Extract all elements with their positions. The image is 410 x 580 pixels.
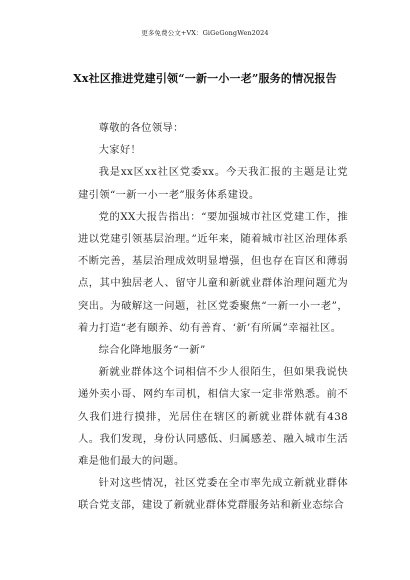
paragraph-new-employment: 新就业群体这个词相信不少人很陌生，但如果我说快递外卖小哥、网约车司机，相信大家一定非常熟悉。前不久我们进行摸排，光居住在辖区的新就业群体就有438人。我们发现，身份认同感低、归属感差、融入城市生活难是他们最大的问题。: [78, 366, 348, 468]
document-title: Xx社区推进党建引领“一新一小一老”服务的情况报告: [73, 72, 337, 85]
paragraph-greeting: 大家好！: [98, 144, 142, 157]
header-note: 更多免费公文+VX：GiGeGongWen2024: [141, 29, 269, 37]
document-body: [78, 117, 348, 517]
paragraph-intro: 我是xx区xx社区党委xx。今天我汇报的主题是让党建引领“一新一小一老”服务体系建设。: [78, 166, 348, 201]
section-heading: 综合化降地服务“一新”: [98, 344, 206, 357]
paragraph-measures: 针对这些情况，社区党委在全市率先成立新就业群体联合党支部，建设了新就业群体党群服务站和新业态综合: [78, 477, 348, 512]
paragraph-background: 党的XX大报告指出：“要加强城市社区党建工作，推进以党建引领基层治理。”近年来，随着城市社区治理体系不断完善，基层治理成效明显增强，但也存在盲区和薄弱点，其中独居老人、留守儿童和新就业群体治理问题尤为突出。为破解这一问题，社区党委聚焦“一新一小一老”，着力打造“老有颐养、幼有善育、‘新’有所属”幸福社区。: [78, 210, 348, 334]
paragraph-salutation: 尊敬的各位领导：: [98, 122, 184, 134]
